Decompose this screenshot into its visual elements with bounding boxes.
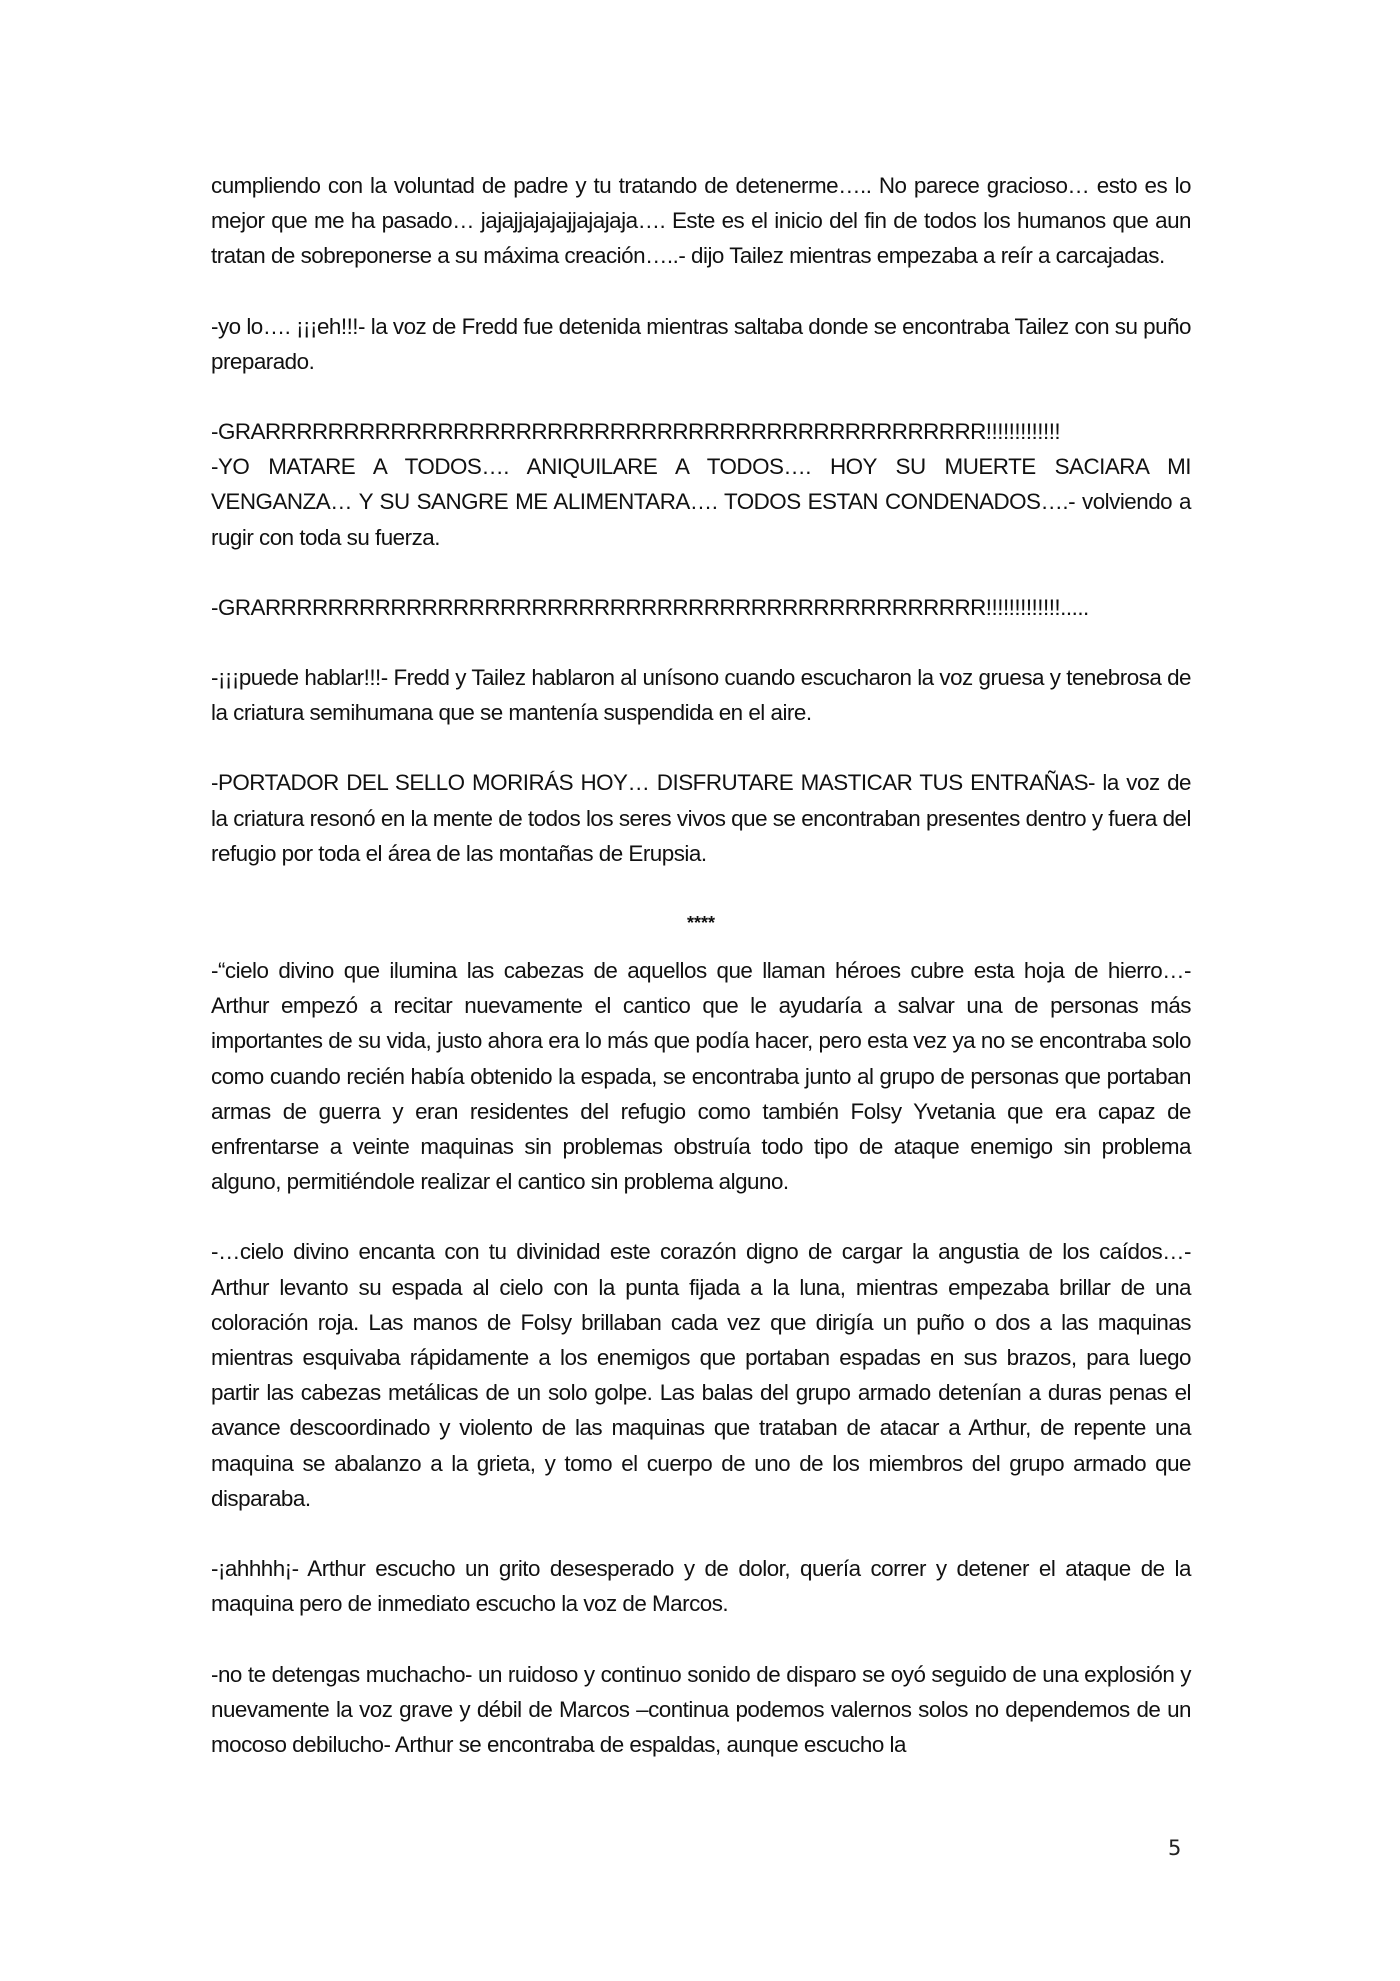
paragraph-7: -PORTADOR DEL SELLO MORIRÁS HOY… DISFRUTARE MASTICAR TUS ENTRAÑAS- la voz de la criatura resonó en la mente de todos los seres vivos que se encontraban presentes dentro y fuera del refugio por toda el área de las montañas de Erupsia. xyxy=(211,770,1191,866)
paragraph-11: -no te detengas muchacho- un ruidoso y continuo sonido de disparo se oyó seguido de una explosión y nuevamente la voz grave y débil de Marcos –continua podemos valernos solos no dependemos de un mocoso debilucho- Arthur se encontraba de espaldas, aunque escucho la xyxy=(211,1661,1191,1757)
page-number: 5 xyxy=(1168,1836,1182,1860)
paragraph-3: -GRARRRRRRRRRRRRRRRRRRRRRRRRRRRRRRRRRRRRRRRRRRRRRR!!!!!!!!!!!!! xyxy=(211,419,1061,445)
paragraph-6: -¡¡¡puede hablar!!!- Fredd y Tailez hablaron al unísono cuando escucharon la voz gruesa y tenebrosa de la criatura semihumana que se mantenía suspendida en el aire. xyxy=(211,665,1191,726)
paragraph-8: -“cielo divino que ilumina las cabezas de aquellos que llaman héroes cubre esta hoja de hierro…- Arthur empezó a recitar nuevamente el cantico que le ayudaría a salvar una de personas más importantes de su vida, justo ahora era lo más que podía hacer, pero esta vez ya no se encontraba solo como cuando recién había obtenido la espada, se encontraba junto al grupo de personas que portaban armas de guerra y eran residentes del refugio como también Folsy Yvetania que era capaz de enfrentarse a veinte maquinas sin problemas obstruía todo tipo de ataque enemigo sin problema alguno, permitiéndole realizar el cantico sin problema alguno. xyxy=(211,958,1191,1195)
paragraph-9: -…cielo divino encanta con tu divinidad este corazón digno de cargar la angustia de los caídos…- Arthur levanto su espada al cielo con la punta fijada a la luna, mientras empezaba brillar de una coloración roja. Las manos de Folsy brillaban cada vez que dirigía un puño o dos a las maquinas mientras esquivaba rápidamente a los enemigos que portaban espadas en sus brazos, para luego partir las cabezas metálicas de un solo golpe. Las balas del grupo armado detenían a duras penas el avance descoordinado y violento de las maquinas que trataban de atacar a Arthur, de repente una maquina se abalanzo a la grieta, y tomo el cuerpo de uno de los miembros del grupo armado que disparaba. xyxy=(211,1239,1191,1511)
paragraph-4: -YO MATARE A TODOS…. ANIQUILARE A TODOS…. HOY SU MUERTE SACIARA MI VENGANZA… Y SU SANGRE ME ALIMENTARA…. TODOS ESTAN CONDENADOS….- volviendo a rugir con toda su fuerza. xyxy=(211,454,1191,550)
paragraph-1: cumpliendo con la voluntad de padre y tu tratando de detenerme….. No parece gracioso… esto es lo mejor que me ha pasado… jajajjajajajjajajaja…. Este es el inicio del fin de todos los humanos que aun tratan de sobreponerse a su máxima creación…..- dijo Tailez mientras empezaba a reír a carcajadas. xyxy=(211,173,1191,269)
paragraph-10: -¡ahhhh¡- Arthur escucho un grito desesperado y de dolor, quería correr y detener el ataque de la maquina pero de inmediato escucho la voz de Marcos. xyxy=(211,1556,1191,1617)
scene-separator: **** xyxy=(686,913,716,934)
paragraph-5: -GRARRRRRRRRRRRRRRRRRRRRRRRRRRRRRRRRRRRRRRRRRRRRRR!!!!!!!!!!!!!..... xyxy=(211,594,1089,620)
paragraph-2: -yo lo…. ¡¡¡eh!!!- la voz de Fredd fue detenida mientras saltaba donde se encontraba Tailez con su puño preparado. xyxy=(211,313,1191,374)
document-body xyxy=(211,168,1191,1762)
